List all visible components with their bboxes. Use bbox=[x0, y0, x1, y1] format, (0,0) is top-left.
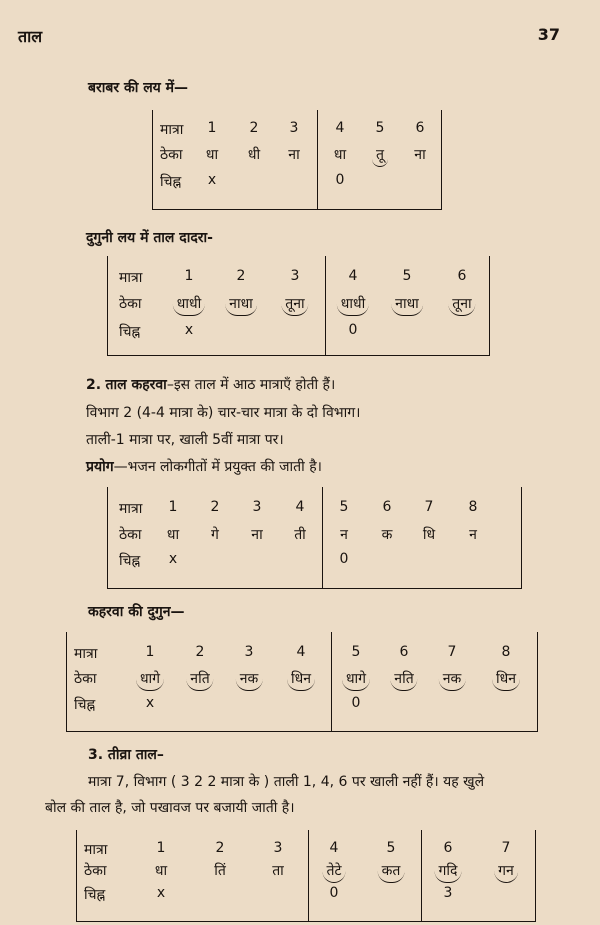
usage-line bbox=[86, 457, 322, 476]
row-label: ठेका bbox=[119, 296, 142, 312]
section-heading-kaharwa bbox=[86, 375, 335, 394]
table-row-theka: ठेका धा तिं ता तेटे कत गदि गन bbox=[76, 861, 536, 883]
table-row-theka: ठेका धाधी नाधा तूना धाधी नाधा तूना bbox=[107, 294, 490, 316]
row-label: मात्रा bbox=[74, 646, 98, 662]
table-teevra bbox=[76, 830, 536, 922]
row-label: चिह्न bbox=[160, 174, 182, 190]
table-row-chinh: चिह्न x 0 bbox=[74, 695, 361, 713]
table-row-theka: ठेका धागे नति नक धिन धागे नति नक धिन bbox=[66, 669, 538, 691]
row-label: चिह्न bbox=[74, 697, 96, 713]
usage-text: —भजन लोकगीतों में प्रयुक्त की जाती है। bbox=[113, 459, 322, 475]
table-row-chinh: चिह्न x 0 3 bbox=[84, 885, 453, 903]
table-row-theka: ठेका धा धी ना धा तू ना bbox=[152, 145, 442, 167]
page-number: 37 bbox=[537, 25, 560, 44]
row-label: मात्रा bbox=[84, 842, 108, 858]
teevra-line-1: मात्रा 7, विभाग ( 3 2 2 मात्रा के ) ताली 1, 4, 6 पर खाली नहीं हैं। यह खुले bbox=[88, 774, 485, 790]
table-row-theka: ठेका धा गे ना ती न क धि न bbox=[119, 527, 477, 543]
table-row-matra: मात्रा 1 2 3 4 5 6 bbox=[119, 268, 467, 286]
row-label: मात्रा bbox=[119, 270, 143, 286]
row-label: चिह्न bbox=[119, 553, 141, 569]
table-row-matra: मात्रा 1 2 3 4 5 6 7 8 bbox=[119, 499, 478, 517]
vibhag-line: विभाग 2 (4-4 मात्रा के) चार-चार मात्रा के दो विभाग। bbox=[86, 405, 361, 421]
table-dadra-double bbox=[107, 256, 490, 356]
row-label: चिह्न bbox=[84, 887, 106, 903]
row-label: चिह्न bbox=[119, 324, 141, 340]
section-heading-equal-tempo: बराबर की लय में— bbox=[88, 80, 189, 96]
table-row-matra: मात्रा 1 2 3 4 5 6 7 8 bbox=[74, 644, 511, 662]
table-kaharwa bbox=[107, 487, 522, 589]
running-head: ताल bbox=[18, 27, 43, 46]
table-row-chinh: चिह्न x 0 bbox=[119, 322, 358, 340]
table-row-matra: मात्रा 1 2 3 4 5 6 bbox=[160, 120, 425, 138]
section-heading-teevra: 3. तीव्रा ताल– bbox=[88, 747, 164, 763]
tali-line: ताली-1 मात्रा पर, खाली 5वीं मात्रा पर। bbox=[86, 432, 284, 448]
row-label: ठेका bbox=[74, 671, 97, 687]
teevra-line-2: बोल की ताल है, जो पखावज पर बजायी जाती है। bbox=[45, 800, 295, 816]
usage-label: प्रयोग bbox=[86, 459, 114, 475]
heading-number: 2. bbox=[86, 377, 102, 393]
section-heading-kaharwa-dugun: कहरवा की दुगुन— bbox=[88, 604, 185, 620]
heading-title: ताल कहरवा bbox=[105, 377, 167, 393]
table-row-chinh: चिह्न x 0 bbox=[160, 172, 345, 190]
row-label: ठेका bbox=[84, 863, 107, 879]
row-label: ठेका bbox=[119, 527, 142, 543]
row-label: मात्रा bbox=[160, 122, 184, 138]
table-row-matra: मात्रा 1 2 3 4 5 6 7 bbox=[84, 840, 511, 858]
table-kaharwa-dugun bbox=[66, 632, 538, 732]
row-label: मात्रा bbox=[119, 501, 143, 517]
table-dadra-equal bbox=[152, 110, 442, 210]
section-heading-double-tempo: दुगुनी लय में ताल दादरा- bbox=[86, 230, 213, 246]
table-row-chinh: चिह्न x 0 bbox=[119, 551, 349, 569]
heading-description: –इस ताल में आठ मात्राएँ होती हैं। bbox=[166, 377, 336, 393]
row-label: ठेका bbox=[160, 147, 183, 163]
